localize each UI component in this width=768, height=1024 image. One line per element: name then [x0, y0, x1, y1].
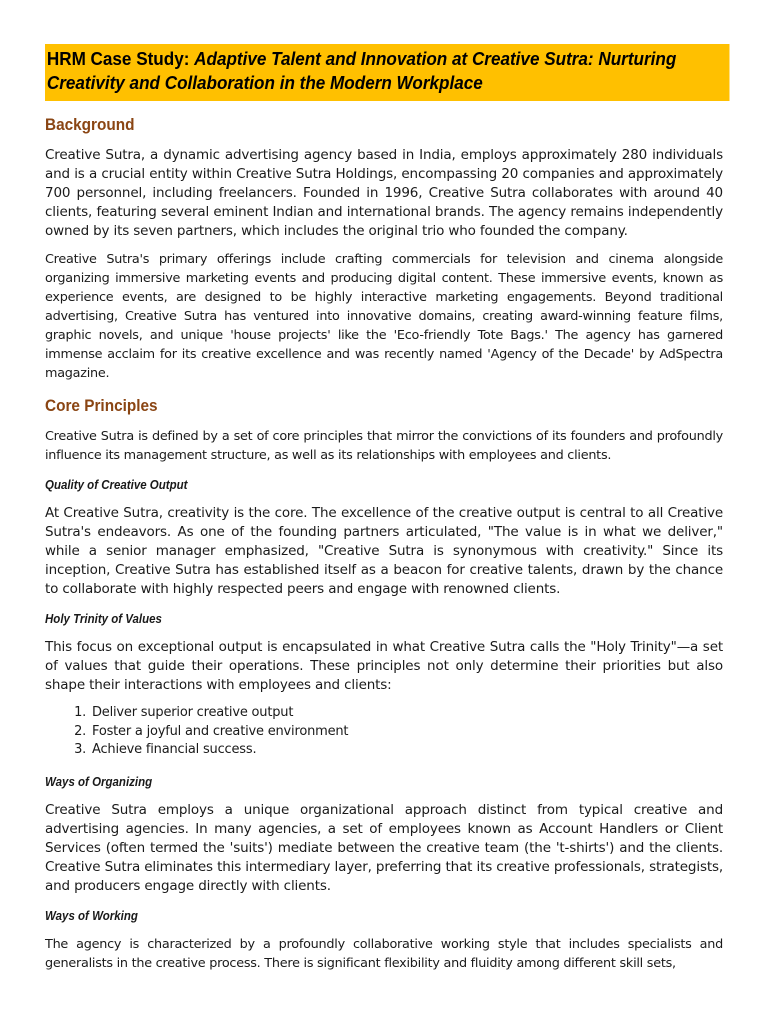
list-item: 3. Achieve financial success.	[90, 741, 723, 760]
organizing-paragraph: Creative Sutra employs a unique organizational approach distinct from typical creative and advertising agencies. In many agencies, a set of employees known as Account Handlers or Client Services (often termed the 'suits') mediate between the creative team (the 't-shirts') and the clients. Creative Sutra eliminates this intermediary layer, preferring that its creative professionals, strategists, and producers engage directly with clients.	[45, 801, 723, 894]
core-principles-heading: Core Principles	[45, 397, 158, 415]
trinity-paragraph: This focus on exceptional output is encapsulated in what Creative Sutra calls the "Holy Trinity"—a set of values that guide their operations. These principles not only determine their priorities but also shape their interactions with employees and clients:	[45, 639, 723, 693]
core-principles-intro: Creative Sutra is defined by a set of core principles that mirror the convictions of its founders and profoundly influence its management structure, as well as its relationships with employees and clients.	[45, 429, 723, 463]
list-item: 2. Foster a joyful and creative environment	[90, 723, 723, 742]
background-paragraph-1: Creative Sutra, a dynamic advertising agency based in India, employs approximately 280 individuals and is a crucial entity within Creative Sutra Holdings, encompassing 20 companies and approximately 700 personnel, including freelancers. Founded in 1996, Creative Sutra collaborates with around 40 clients, featuring several eminent Indian and international brands. The agency remains independently owned by its seven partners, which includes the original trio who founded the company.	[45, 147, 723, 239]
list-item: 1. Deliver superior creative output	[90, 704, 723, 723]
trinity-list	[45, 704, 723, 760]
quality-heading: Quality of Creative Output	[45, 478, 188, 492]
organizing-heading: Ways of Organizing	[45, 774, 153, 789]
background-heading: Background	[45, 116, 135, 134]
working-heading: Ways of Working	[45, 908, 138, 923]
working-paragraph: The agency is characterized by a profoundly collaborative working style that includes specialists and generalists in the creative process. There is significant flexibility and fluidity among different skill sets,	[45, 936, 723, 971]
background-paragraph-2: Creative Sutra's primary offerings include crafting commercials for television and cinema alongside organizing immersive marketing events and producing digital content. These immersive events, known as experience events, are designed to be highly interactive marketing engagements. Beyond traditional advertising, Creative Sutra has ventured into innovative domains, creating award-winning feature films, graphic novels, and unique 'house projects' like the 'Eco-friendly Tote Bags.' The agency has garnered immense acclaim for its creative excellence and was recently named 'Agency of the Decade' by AdSpectra magazine.	[45, 252, 723, 381]
title-prefix: HRM Case Study:	[46, 48, 195, 69]
title-italic: Adaptive Talent and Innovation at Creative Sutra: Nurturing Creativity and Collaboration in the Modern Workplace	[46, 48, 677, 93]
case-study-title	[45, 44, 729, 101]
quality-paragraph: At Creative Sutra, creativity is the core. The excellence of the creative output is central to all Creative Sutra's endeavors. As one of the founding partners articulated, "The value is in what we deliver," while a senior manager emphasized, "Creative Sutra is synonymous with creativity." Since its inception, Creative Sutra has established itself as a beacon for creative talents, drawn by the chance to collaborate with highly respected peers and engage with renowned clients.	[45, 505, 723, 597]
trinity-heading: Holy Trinity of Values	[45, 612, 162, 626]
